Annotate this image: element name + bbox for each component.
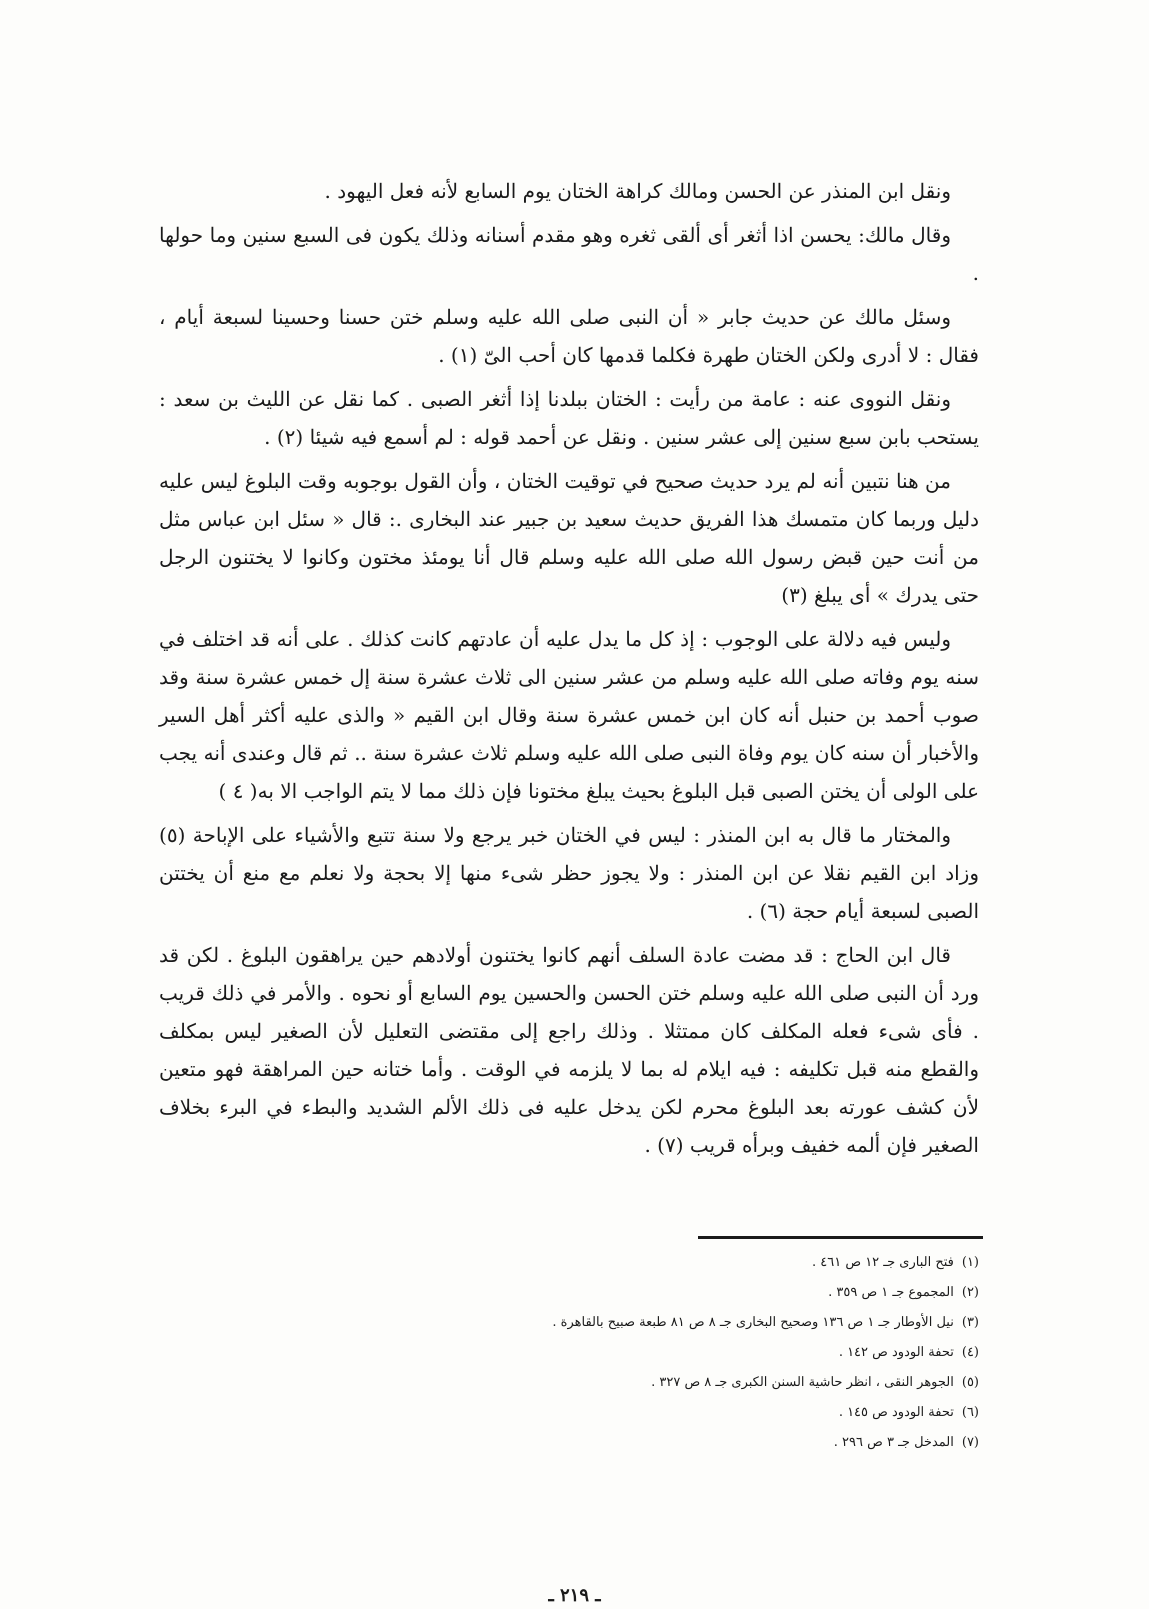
paragraph: وليس فيه دلالة على الوجوب : إذ كل ما يدل عليه أن عادتهم كانت كذلك . على أنه قد اختلف في سنه يوم وفاته صلى الله عليه وسلم من عشر سنين الى ثلاث عشرة سنة إل خمس عشرة سنة وقد صوب أحمد بن حنبل أنه كان ابن خمس عشرة سنة وقال ابن القيم « والذى عليه أكثر أهل السير والأخبار أن سنه كان يوم وفاة النبى صلى الله عليه وسلم ثلاث عشرة سنة .. ثم قال وعندى أنه يجب على الولى أن يختن الصبى قبل البلوغ بحيث يبلغ مختونا فإن ذلك مما لا يتم الواجب الا به( ٤ ): [159, 627, 980, 803]
footnote-item: [159, 1248, 979, 1278]
main-text: [159, 172, 979, 1170]
paragraph: ونقل ابن المنذر عن الحسن ومالك كراهة الختان يوم السابع لأنه فعل اليهود .: [324, 179, 951, 203]
paragraph: قال ابن الحاج : قد مضت عادة السلف أنهم كانوا يختنون أولادهم حين يراهقون البلوغ . لكن قد ورد أن النبى صلى الله عليه وسلم ختن الحسن والحسين يوم السابع أو نحوه . والأمر في ذلك قريب . فأى شىء فعله المكلف كان ممتثلا . وذلك راجع إلى مقتضى التعليل لأن الصغير ليس بمكلف والقطع منه قبل تكليفه : فيه ايلام له بما لا يلزمه في الوقت . وأما ختانه حين المراهقة فهو متعين لأن كشف عورته بعد البلوغ محرم لكن يدخل عليه فى ذلك الألم الشديد والبطء في البرء بخلاف الصغير فإن ألمه خفيف وبرأه قريب (٧) .: [159, 943, 979, 1157]
footnote-item: [159, 1428, 979, 1458]
footnote-item: [159, 1308, 979, 1338]
footnote-text: الجوهر النقى ، انظر حاشية السنن الكبرى جـ ٨ ص ٣٢٧ .: [651, 1375, 954, 1390]
footnote-number: (٧): [961, 1435, 979, 1450]
footnote-number: (٢): [961, 1285, 979, 1300]
paragraph: من هنا نتبين أنه لم يرد حديث صحيح في توقيت الختان ، وأن القول بوجوبه وقت البلوغ ليس عليه دليل وربما كان متمسك هذا الفريق حديث سعيد بن جبير عند البخارى .: قال « سئل ابن عباس مثل من أنت حين قبض رسول الله صلى الله عليه وسلم قال أنا يومئذ مختون وكانوا لا يختنون الرجل حتى يدرك » أى يبلغ (٣): [159, 469, 979, 607]
footnote-number: (٣): [961, 1315, 979, 1330]
footnote-text: تحفة الودود ص ١٤٢ .: [838, 1345, 954, 1360]
footnote-item: [159, 1398, 979, 1428]
footnote-text: نيل الأوطار جـ ١ ص ١٣٦ وصحيح البخارى جـ ٨ ص ٨١ طبعة صبيح بالقاهرة .: [552, 1315, 954, 1330]
footnote-number: (٤): [961, 1345, 979, 1360]
paragraph: وسئل مالك عن حديث جابر « أن النبى صلى الله عليه وسلم ختن حسنا وحسينا لسبعة أيام ، فقال : لا أدرى ولكن الختان طهرة فكلما قدمها كان أحب الىّ (١) .: [159, 305, 979, 367]
footnote-text: فتح البارى جـ ١٢ ص ٤٦١ .: [812, 1255, 954, 1270]
page-number: ـ ٢١٩ ـ: [548, 1585, 601, 1606]
paragraph: ونقل النووى عنه : عامة من رأيت : الختان ببلدنا إذا أثغر الصبى . كما نقل عن الليث بن سعد : يستحب بابن سبع سنين إلى عشر سنين . ونقل عن أحمد قوله : لم أسمع فيه شيئا (٢) .: [159, 387, 979, 449]
paragraph: وقال مالك: يحسن اذا أثغر أى ألقى ثغره وهو مقدم أسنانه وذلك يكون فى السبع سنين وما حولها .: [159, 223, 979, 285]
footnote-divider: [698, 1236, 983, 1239]
footnote-number: (٥): [961, 1375, 979, 1390]
footnote-item: [159, 1368, 979, 1398]
footnote-text: المجموع جـ ١ ص ٣٥٩ .: [828, 1285, 954, 1300]
footnote-item: [159, 1278, 979, 1308]
footnote-number: (١): [961, 1255, 979, 1270]
footnote-number: (٦): [961, 1405, 979, 1420]
footnotes: [159, 1248, 979, 1458]
footnote-item: [159, 1338, 979, 1368]
footnote-text: تحفة الودود ص ١٤٥ .: [838, 1405, 954, 1420]
paragraph: والمختار ما قال به ابن المنذر : ليس في الختان خبر يرجع ولا سنة تتبع والأشياء على الإباحة (٥) وزاد ابن القيم نقلا عن ابن المنذر : ولا يجوز حظر شىء منها إلا بحجة ولا نعلم مع منع أن يختتن الصبى لسبعة أيام حجة (٦) .: [159, 823, 979, 923]
footnote-text: المدخل جـ ٣ ص ٢٩٦ .: [833, 1435, 954, 1450]
